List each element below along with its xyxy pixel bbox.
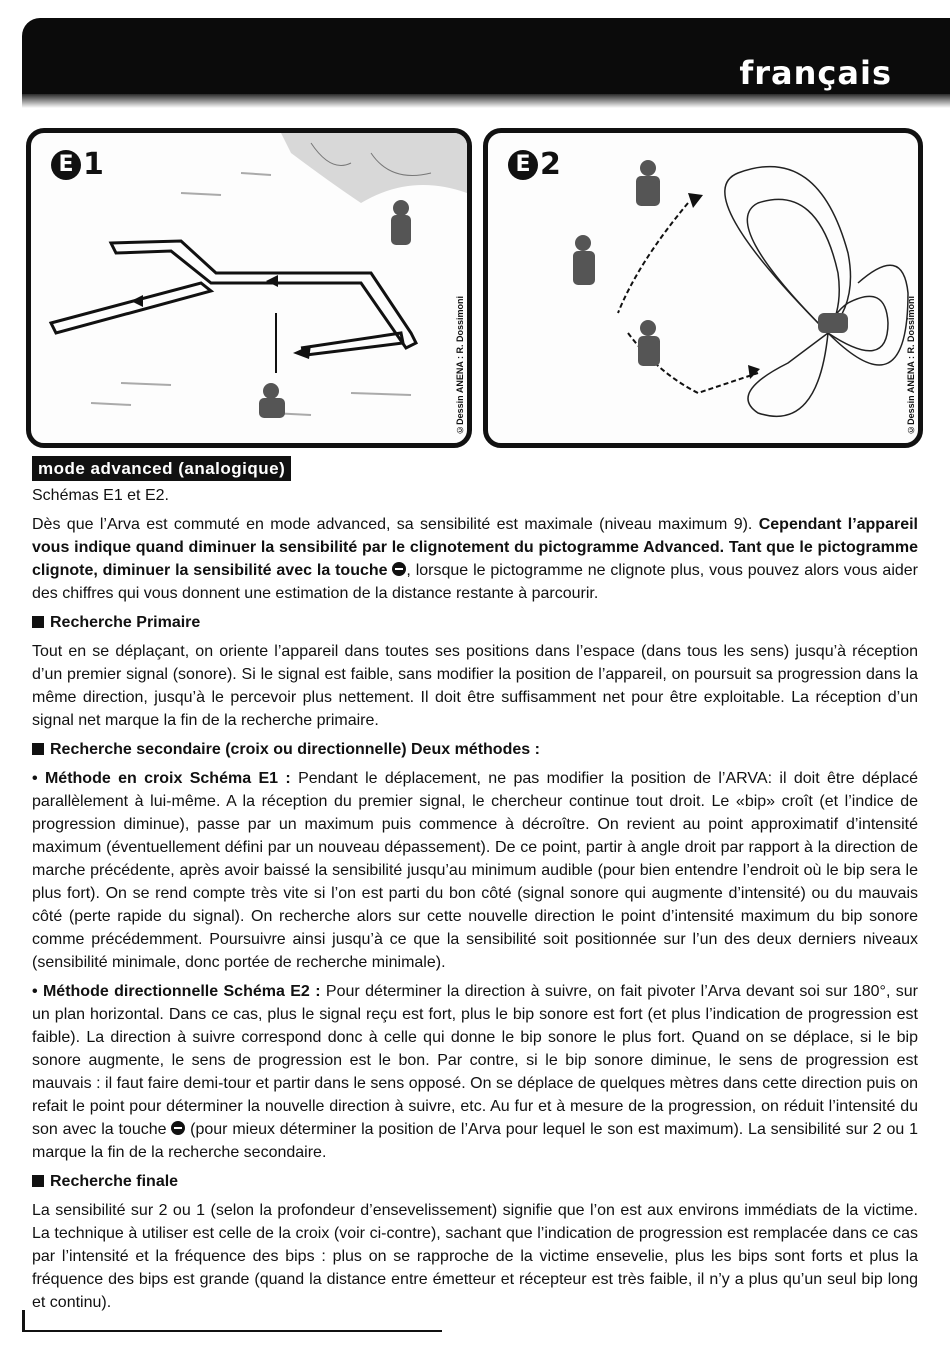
figure-e1-credit: ©Dessin ANENA : R. Dossimoni [455, 296, 465, 435]
paragraph-method-directional [32, 980, 918, 1164]
heading-secondary [32, 738, 918, 761]
figure-e1 [26, 128, 472, 448]
header-gradient [22, 94, 950, 108]
figure-e1-badge: E [51, 150, 81, 180]
heading-secondary-text: Recherche secondaire (croix ou directionnelle) Deux méthodes : [50, 741, 540, 758]
heading-primary [32, 611, 918, 634]
language-title: français [739, 54, 892, 92]
advanced-text-bold: Cependant l’appareil vous indique quand diminuer la sensibilité par le clignotement du pictogramme Advanced. Tant que le pictogramme clignote, diminuer la sensibilité avec la touche [32, 516, 918, 579]
figure-e2 [483, 128, 923, 448]
section-tag: mode advanced (analogique) [32, 456, 291, 481]
figure-e2-number: 2 [540, 147, 561, 182]
figure-e2-label [508, 147, 561, 182]
heading-primary-text: Recherche Primaire [50, 614, 201, 631]
method-directional-text-a: Pour déterminer la direction à suivre, on fait pivoter l’Arva devant soi sur 180°, sur un plan horizontal. Dans ce cas, plus le signal reçu est fort, plus le bip sonore est fort (et plus l’indication de progression est faible). La direction à suivre correspond donc à celle qui donne le bip sonore le plus fort. Quand on se déplace, si le bip sonore augmente, le sens de progression est le bon. Par contre, si le bip sonore diminue, le sens de progression est mauvais : il faut faire demi-tour et partir dans le sens opposé. On se déplace de quelques mètres dans cette direction puis on refait le point pour déterminer la nouvelle direction à suivre, etc. Au fur et à mesure de la progression, on réduit l’intensité du son avec la touche [32, 983, 918, 1138]
minus-key-icon [392, 562, 406, 576]
method-directional-text-b: (pour mieux déterminer la position de l’Arva pour lequel le son est maximum). La sensibilité sur 2 ou 1 marque la fin de la recherche secondaire. [32, 1121, 918, 1161]
advanced-text-c: , lorsque le pictogramme ne clignote plus, vous pouvez alors vous aider des chiffres qui vous donnent une estimation de la distance restante à parcourir. [32, 562, 919, 602]
heading-final [32, 1170, 918, 1193]
heading-final-text: Recherche finale [50, 1173, 179, 1190]
footer-rule [22, 1330, 442, 1332]
square-bullet-icon [32, 743, 44, 755]
intro-line: Schémas E1 et E2. [32, 487, 169, 504]
minus-key-icon [171, 1121, 185, 1135]
method-directional-title: • Méthode directionnelle Schéma E2 : [32, 983, 326, 1000]
figure-e2-credit: ©Dessin ANENA : R. Dossimoni [906, 296, 916, 435]
method-cross-title: • Méthode en croix Schéma E1 : [32, 770, 299, 787]
paragraph-final: La sensibilité sur 2 ou 1 (selon la profondeur d’ensevelissement) signifie que l’on est aux environs immédiats de la victime. La technique à utiliser est celle de la croix (voir ci-contre), sachant que l’indication de progression est remplacée dans ce cas par l’intensité et la fréquence des bips : plus on se rapproche de la victime ensevelie, plus les bips sont forts et plus la fréquence des bips est grande (quand la distance entre émetteur et récepteur est très faible, il n’y a plus qu’un seul bip long et continu). [32, 1202, 918, 1311]
advanced-text-a: Dès que l’Arva est commuté en mode advanced, sa sensibilité est maximale (niveau maximum 9). [32, 516, 759, 533]
paragraph-method-cross [32, 767, 918, 974]
footer-line [22, 1310, 25, 1332]
figure-e1-label [51, 147, 104, 182]
paragraph-primary: Tout en se déplaçant, on oriente l’appareil dans toutes ses positions dans l’espace (dans tous les sens) jusqu’à réception d’un premier signal (sonore). Si le signal est faible, sans modifier la position de l’appareil, on poursuit sa progression dans la même direction, jusqu’à le percevoir plus nettement. Il doit être suffisamment net pour être exploitable. La réception d’un signal net marque la fin de la recherche primaire. [32, 643, 918, 729]
paragraph-advanced [32, 513, 918, 605]
figure-e2-badge: E [508, 150, 538, 180]
square-bullet-icon [32, 1175, 44, 1187]
method-cross-text: Pendant le déplacement, ne pas modifier la position de l’ARVA: il doit être déplacé parallèlement à lui-même. A la réception du premier signal, le chercheur continue tout droit. Le «bip» croît (et l’indice de progression diminue), passe par un maximum puis commence à décroître. On revient au point approximatif d’intensité maximum (éventuellement défini par un nouveau dépassement). De ce point, partir à angle droit par rapport à la direction de marche précédente, après avoir baissé la sensibilité jusqu’au minimum audible (pour bien entendre l’endroit où le bip sera le plus fort). On se rend compte très vite si l’on est parti du bon côté (signal sonore qui augmente d’intensité) ou du mauvais côté (perte rapide du signal). On recherche alors sur cette nouvelle direction le point d’intensité maximum du bip sonore comme précédemment. Poursuivre ainsi jusqu’à ce que la sensibilité soit positionnée sur l’un des deux derniers niveaux (sensibilité minimale, donc portée de recherche minimale). [32, 770, 919, 971]
figure-e1-number: 1 [83, 147, 104, 182]
main-text [32, 456, 918, 1320]
square-bullet-icon [32, 616, 44, 628]
